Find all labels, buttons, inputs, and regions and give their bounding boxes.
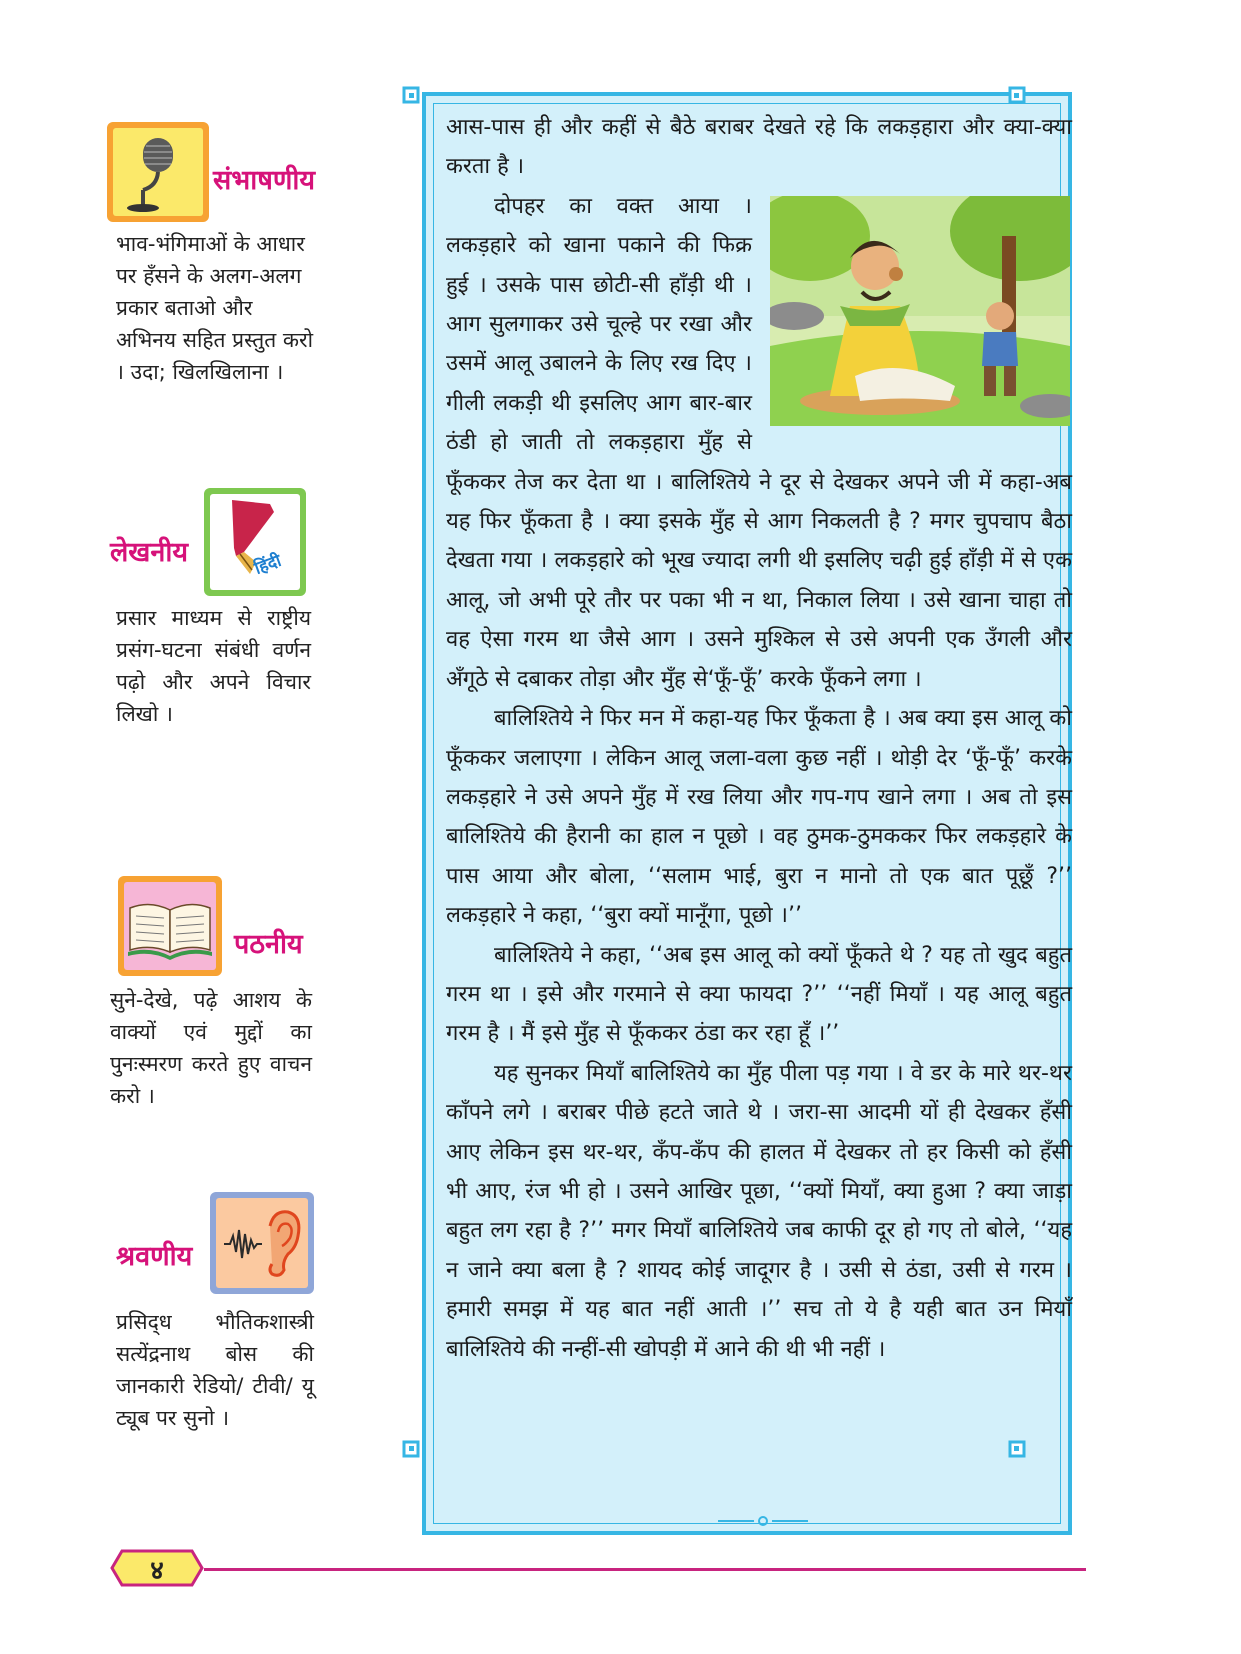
- listening-title: श्रवणीय: [116, 1241, 193, 1272]
- story-paragraph: बालिश्तिये ने फिर मन में कहा-यह फिर फूँकता है । अब क्या इस आलू को फूँककर जलाएगा । लेकिन आलू जला-वला कुछ नहीं । थोड़ी देर ‘फूँ-फूँ’ करके लकड़हारे ने उसे अपने मुँह में रख लिया और गप-गप खाने लगा । अब तो इस बालिश्तिये की हैरानी का हाल न पूछो । वह ठुमक-ठुमककर फिर लकड़हारे के पास आया और बोला, ‘‘सलाम भाई, बुरा न मानो तो एक बात पूछूँ ?’’ लकड़हारे ने कहा, ‘‘बुरा क्यों मानूँगा, पूछो ।’’: [446, 706, 1072, 929]
- ear-icon: [216, 1198, 308, 1288]
- speaking-text: भाव-भंगिमाओं के आधार पर हँसने के अलग-अलग प्रकार बताओ और अभिनय सहित प्रस्तुत करो । उदा; खिलखिलाना ।: [116, 232, 314, 384]
- reading-text: सुने-देखे, पढ़े आशय के वाक्यों एवं मुद्दों का पुनःस्मरण करते हुए वाचन करो ।: [110, 988, 312, 1108]
- speaking-icon-box: [107, 122, 209, 222]
- pen-nib-icon: [210, 494, 300, 590]
- writing-title: लेखनीय: [110, 537, 189, 568]
- footer-rule: [204, 1568, 1086, 1571]
- reading-title: पठनीय: [234, 929, 303, 960]
- story-end-ornament: [718, 1515, 808, 1527]
- page-number: ४: [150, 1556, 164, 1586]
- reading-icon-box: [118, 876, 222, 976]
- hindi-label: हिंदी: [251, 550, 284, 579]
- listening-icon-box: [210, 1192, 314, 1294]
- listening-text: प्रसिद्‌ध भौतिकशास्त्री सत्येंद्रनाथ बोस की जानकारी रेडियो/ टीवी/ यू ट्यूब पर सुनो ।: [116, 1310, 314, 1430]
- story-text: [446, 108, 1072, 1369]
- story-paragraph: दोपहर का वक्त आया । लकड़हारे को खाना पकाने की फिक्र हुई । उसके पास छोटी-सी हाँड़ी थी । आग सुलगाकर उसे चूल्हे पर रखा और उसमें आलू उबालने के लिए रख दिए । गीली लकड़ी थी इसलिए आग बार-बार ठंडी हो जाती तो लकड़हारा मुँह से फूँककर तेज कर देता था । बालिश्तिये ने दूर से देखकर अपने जी में कहा-अब यह फिर फूँकता है । क्या इसके मुँह से आग निकलती है ? मगर चुपचाप बैठा देखता गया । लकड़हारे को भूख ज्यादा लगी थी इसलिए चढ़ी हुई हाँड़ी में से एक आलू, जो अभी पूरे तौर पर पका भी न था, निकाल लिया । उसे खाना चाहा तो वह ऐसा गरम था जैसे आग । उसने मुश्किल से उसे अपनी एक उँगली और अँगूठे से दबाकर तोड़ा और मुँह से‘फूँ-फूँ’ करके फूँकने लगा ।: [446, 193, 1072, 692]
- corner-ornament-bottom-left: [402, 1432, 428, 1458]
- open-book-icon: [124, 882, 216, 970]
- writing-text: प्रसार माध्यम से राष्ट्रीय प्रसंग-घटना संबंधी वर्णन पढ़ो और अपने विचार लिखो ।: [116, 606, 311, 726]
- story-paragraph: बालिश्तिये ने कहा, ‘‘अब इस आलू को क्यों फूँकते थे ? यह तो खुद बहुत गरम था । इसे और गरमाने से क्या फायदा ?’’ ‘‘नहीं मियाँ । यह आलू बहुत गरम है । मैं इसे मुँह से फूँककर ठंडा कर रहा हूँ ।’’: [446, 942, 1072, 1047]
- microphone-icon: [113, 128, 203, 216]
- speaking-title: संभाषणीय: [213, 165, 316, 196]
- writing-icon-box: [204, 488, 306, 596]
- woodcutter-eating-illustration: [770, 196, 1070, 426]
- corner-ornament-bottom-right: [1000, 1432, 1026, 1458]
- story-paragraph: आस-पास ही और कहीं से बैठे बराबर देखते रहे कि लकड़हारा और क्या-क्या करता है ।: [446, 115, 1072, 180]
- corner-ornament-top-left: [402, 86, 428, 112]
- story-paragraph: यह सुनकर मियाँ बालिश्तिये का मुँह पीला पड़ गया । वे डर के मारे थर-थर काँपने लगे । बराबर पीछे हटते जाते थे । जरा-सा आदमी यों ही देखकर हँसी आए लेकिन इस थर-थर, कँप-कँप की हालत में देखकर तो हर किसी को हँसी भी आए, रंज भी हो । उसने आखिर पूछा, ‘‘क्यों मियाँ, क्या हुआ ? क्या जाड़ा बहुत लग रहा है ?’’ मगर मियाँ बालिश्तिये जब काफी दूर हो गए तो बोले, ‘‘यह न जाने क्या बला है ? शायद कोई जादूगर है । उसी से ठंडा, उसी से गरम । हमारी समझ में यह बात नहीं आती ।’’ सच तो ये है यही बात उन मियाँ बालिश्तिये की नन्हीं-सी खोपड़ी में आने की थी भी नहीं ।: [446, 1060, 1072, 1362]
